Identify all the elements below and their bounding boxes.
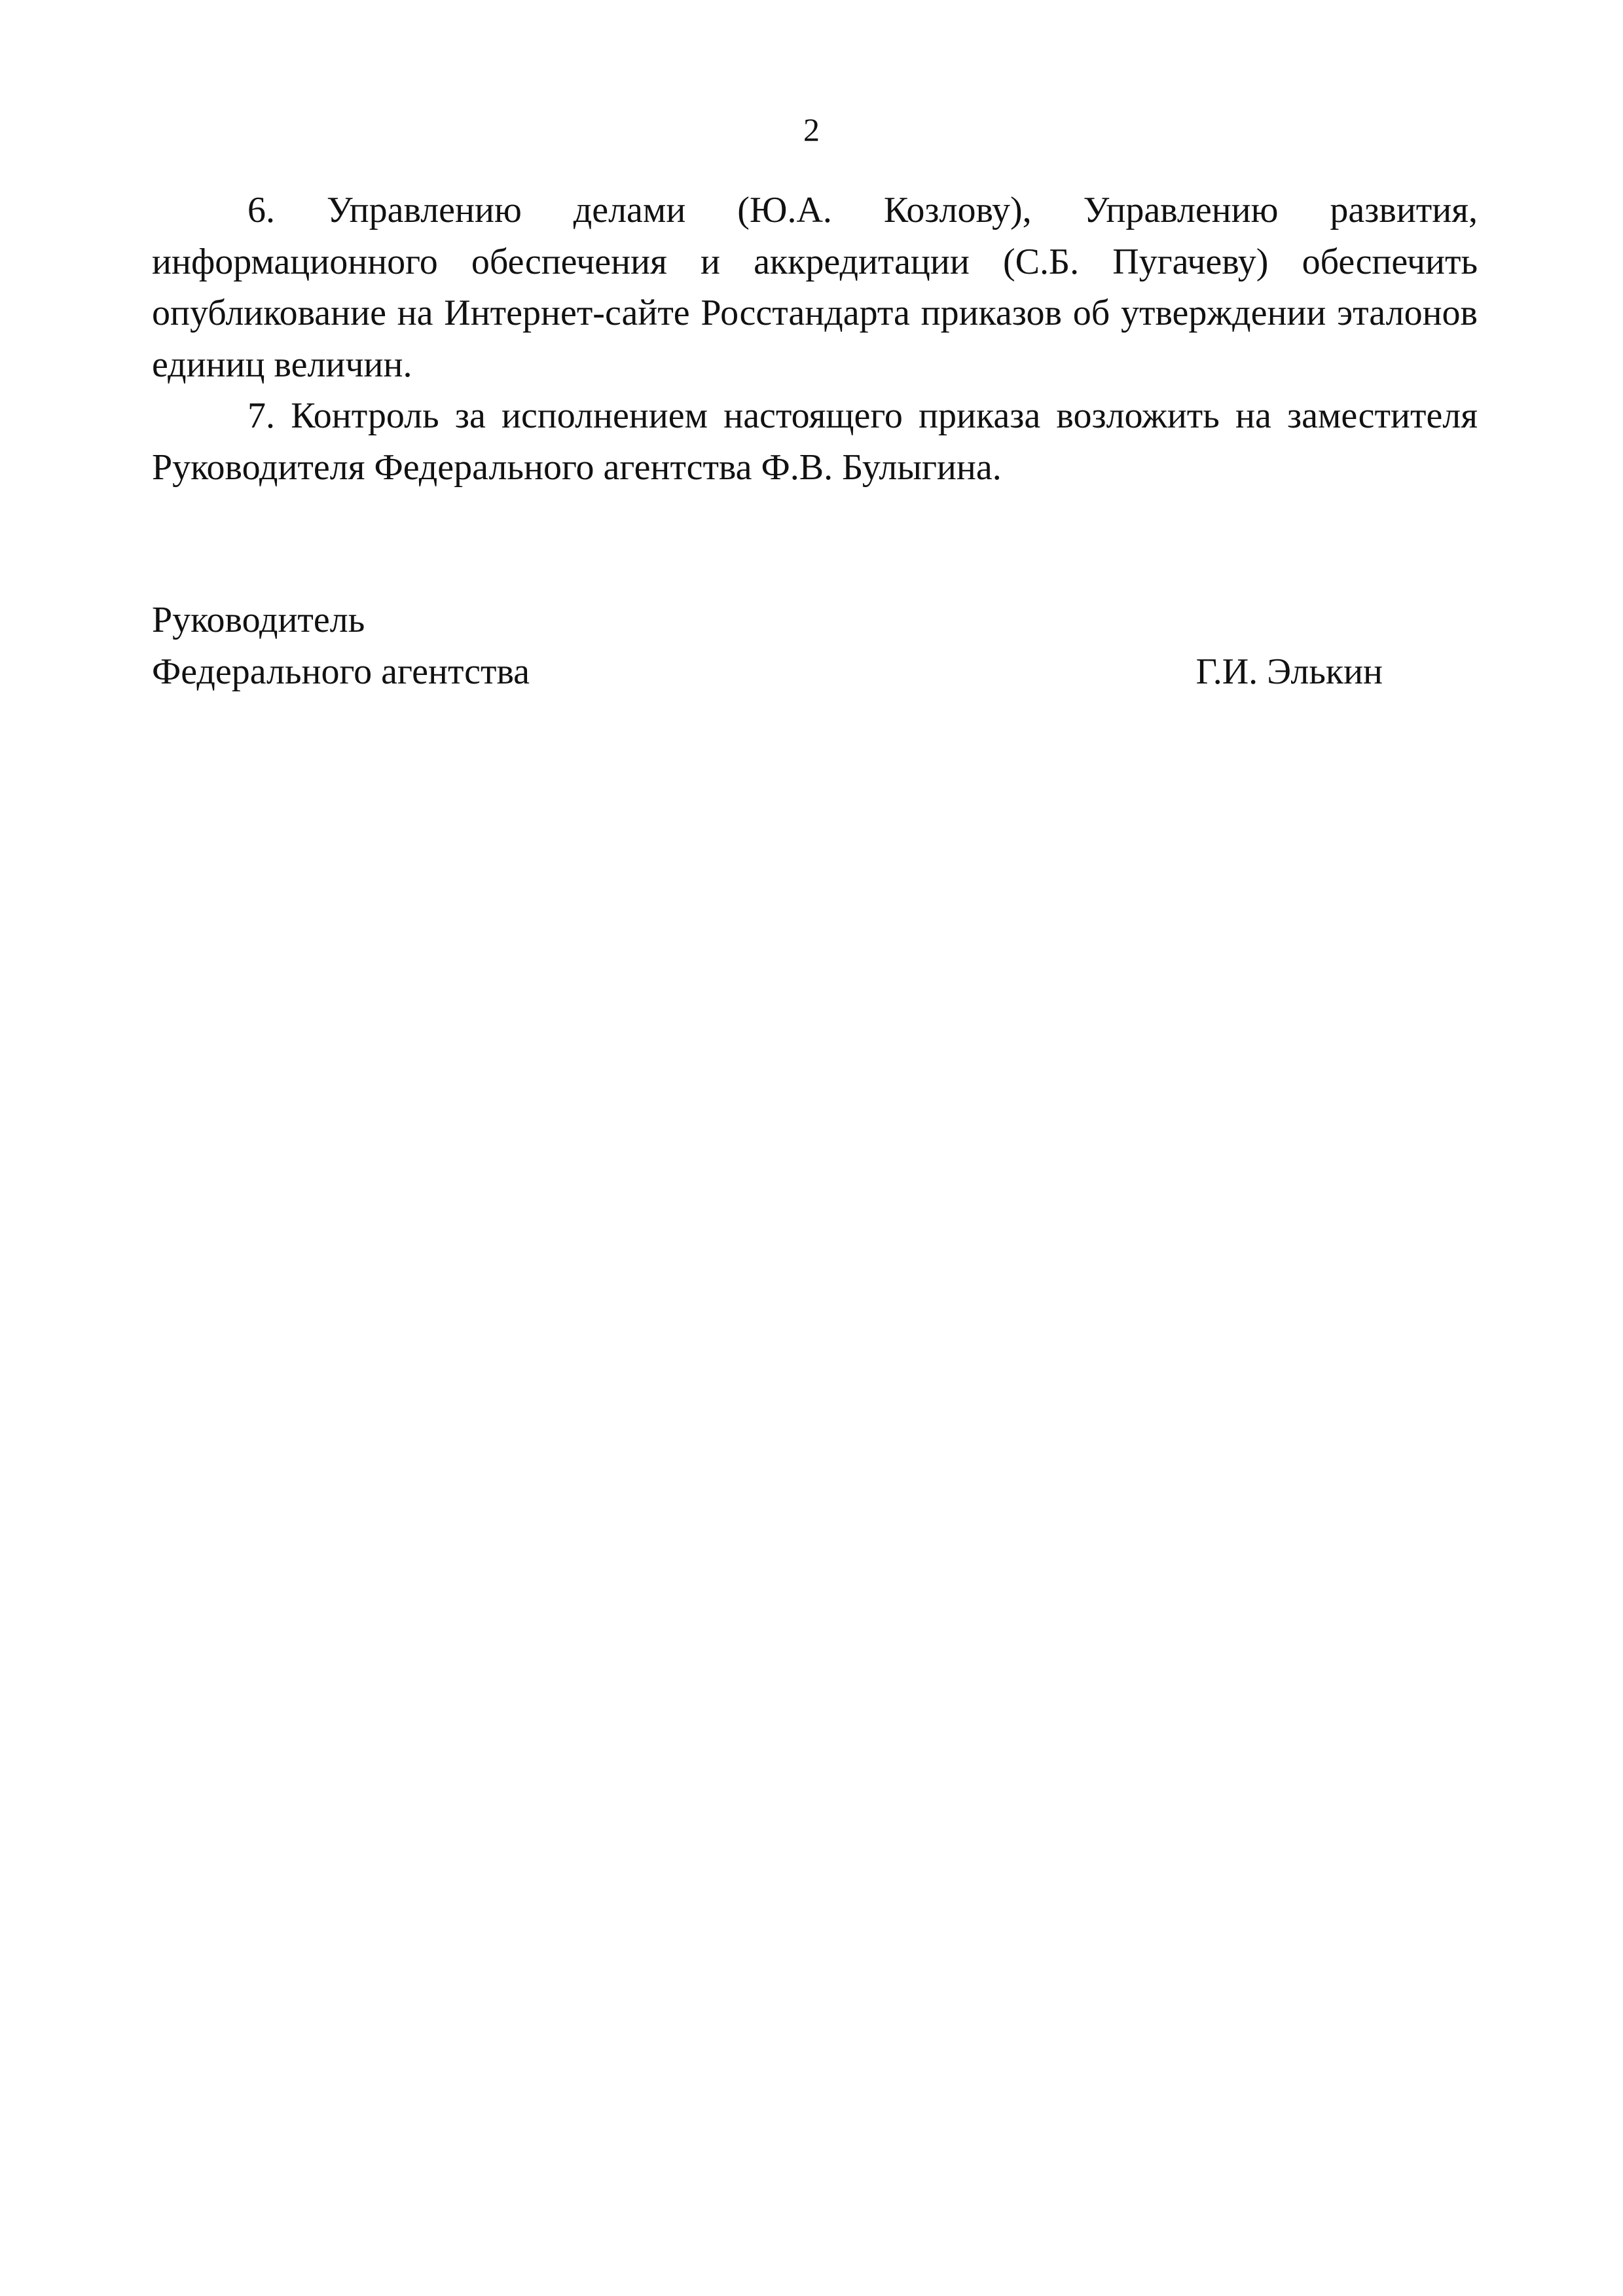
signatory-name: Г.И. Элькин (1195, 651, 1383, 692)
signature-block (152, 594, 1383, 697)
document-body (152, 185, 1478, 493)
page-number: 2 (803, 111, 820, 148)
signatory-title-line-2: Федерального агентства (152, 651, 530, 692)
signature-line (152, 646, 1383, 698)
paragraph-7: 7. Контроль за исполнением настоящего приказа возложить на заместителя Руководителя Федерального агентства Ф.В. Булыгина. (152, 395, 1478, 488)
paragraph-6: 6. Управлению делами (Ю.А. Козлову), Управлению развития, информационного обеспечения и аккредитации (С.Б. Пугачеву) обеспечить опубликование на Интернет-сайте Росстандарта приказов об утверждении эталонов единиц величин. (152, 190, 1478, 385)
signatory-title-line-1: Руководитель (152, 600, 365, 640)
